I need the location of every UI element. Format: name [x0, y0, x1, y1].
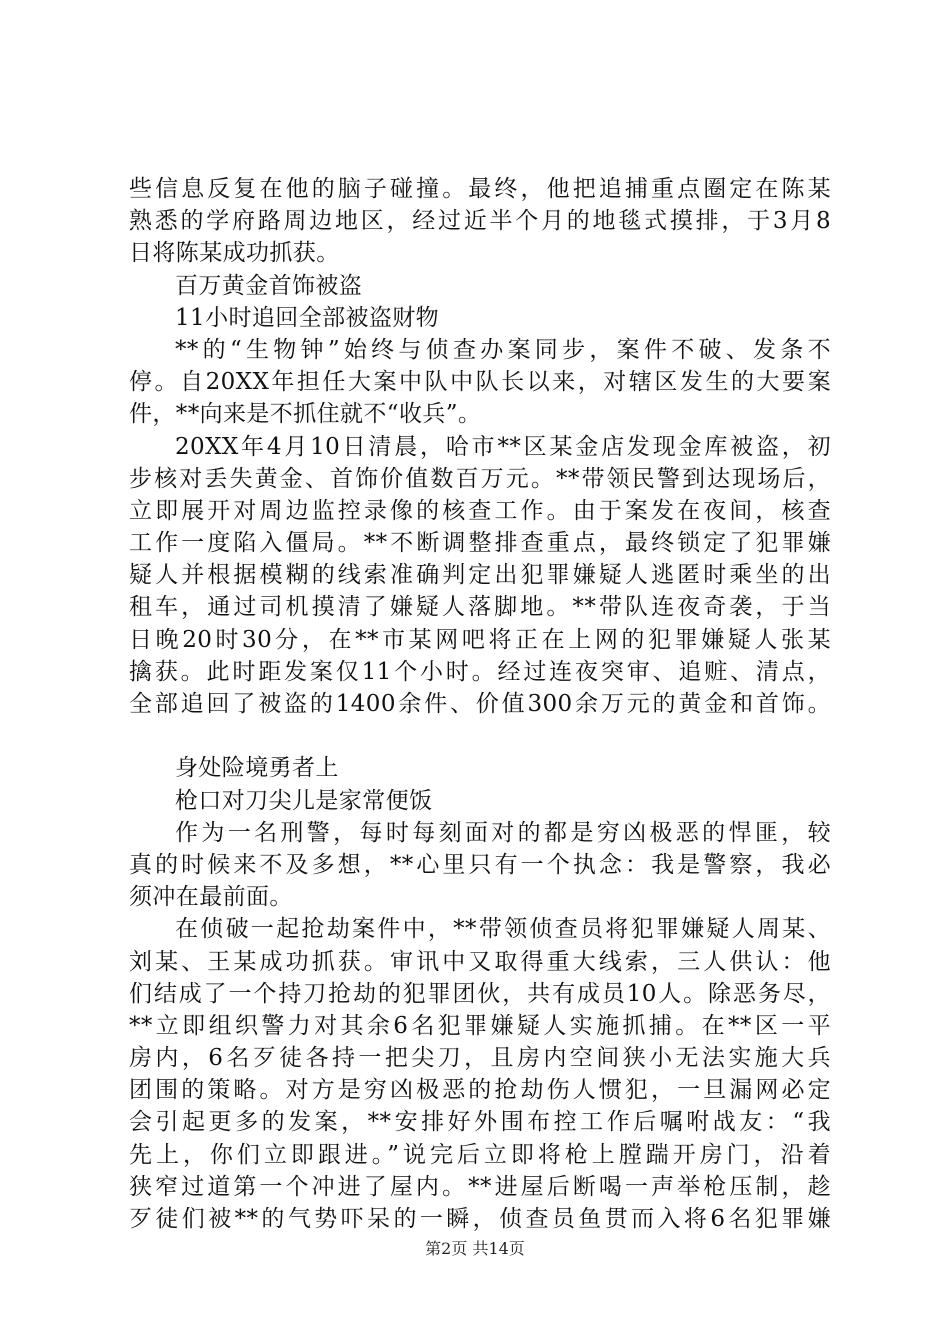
paragraph-line: 们结成了一个持刀抢劫的犯罪团伙，共有成员10人。除恶务尽， [129, 980, 831, 1007]
paragraph-line: 须冲在最前面。 [129, 884, 293, 911]
paragraph-line: 狭窄过道第一个冲进了屋内。**进屋后断喝一声举枪压制，趁 [129, 1173, 831, 1200]
document-body [129, 173, 831, 1235]
paragraph-line: 全部追回了被盗的1400余件、价值300余万元的黄金和首饰。 [129, 691, 831, 717]
paragraph-line: 熟悉的学府路周边地区，经过近半个月的地毯式摸排，于3月8 [129, 208, 831, 235]
paragraph-line: 作为一名刑警，每时每刻面对的都是穷凶极恶的悍匪，较 [175, 819, 831, 846]
paragraph-line: 20XX年4月10日清晨，哈市**区某金店发现金库被盗，初 [175, 433, 831, 460]
paragraph-line: 立即展开对周边监控录像的核查工作。由于案发在夜间，核查 [129, 497, 831, 524]
paragraph-line: 日将陈某成功抓获。 [129, 240, 340, 267]
paragraph-line: 步核对丢失黄金、首饰价值数百万元。**带领民警到达现场后， [129, 465, 831, 492]
paragraph-line: 疑人并根据模糊的线索准确判定出犯罪嫌疑人逃匿时乘坐的出 [129, 562, 831, 589]
paragraph-line: **的“生物钟”始终与侦查办案同步，案件不破、发条不 [175, 336, 831, 363]
paragraph-line: 日晚20时30分，在**市某网吧将正在上网的犯罪嫌疑人张某 [129, 626, 831, 653]
paragraph-line: 房内，6名歹徒各持一把尖刀，且房内空间狭小无法实施大兵 [129, 1045, 831, 1072]
section-heading: 身处险境勇者上 [175, 755, 339, 782]
paragraph-line: 些信息反复在他的脑子碰撞。最终，他把追捕重点圈定在陈某 [129, 176, 831, 202]
paragraph-line: 团围的策略。对方是穷凶极恶的抢劫伤人惯犯，一旦漏网必定 [129, 1077, 831, 1104]
paragraph-line: 先上，你们立即跟进。”说完后立即将枪上膛踹开房门，沿着 [129, 1141, 831, 1168]
paragraph-line: 擒获。此时距发案仅11个小时。经过连夜突审、追赃、清点， [129, 658, 831, 685]
paragraph-line: 停。自20XX年担任大案中队中队长以来，对辖区发生的大要案 [129, 369, 831, 396]
paragraph-line: 租车，通过司机摸清了嫌疑人落脚地。**带队连夜奇袭，于当 [129, 594, 831, 621]
section-subheading: 枪口对刀尖儿是家常便饭 [175, 787, 433, 814]
blank-line [129, 720, 831, 752]
paragraph-line: 真的时候来不及多想，**心里只有一个执念：我是警察，我必 [129, 851, 831, 878]
paragraph-line: 在侦破一起抢劫案件中，**带领侦查员将犯罪嫌疑人周某、 [175, 916, 831, 943]
paragraph-line: 会引起更多的发案，**安排好外围布控工作后嘱咐战友：“我 [129, 1109, 831, 1136]
paragraph-line: 歹徒们被**的气势吓呆的一瞬，侦查员鱼贯而入将6名犯罪嫌 [129, 1206, 831, 1232]
page-footer: 第2页 共14页 [425, 1239, 525, 1258]
paragraph-line: 工作一度陷入僵局。**不断调整排查重点，最终锁定了犯罪嫌 [129, 530, 831, 557]
section-subheading: 11小时追回全部被盗财物 [175, 304, 440, 331]
paragraph-line: 刘某、王某成功抓获。审讯中又取得重大线索，三人供认：他 [129, 948, 831, 975]
section-heading: 百万黄金首饰被盗 [175, 272, 363, 299]
paragraph-line: 件，**向来是不抓住就不“收兵”。 [129, 401, 482, 428]
paragraph-line: **立即组织警力对其余6名犯罪嫌疑人实施抓捕。在**区一平 [129, 1012, 831, 1039]
